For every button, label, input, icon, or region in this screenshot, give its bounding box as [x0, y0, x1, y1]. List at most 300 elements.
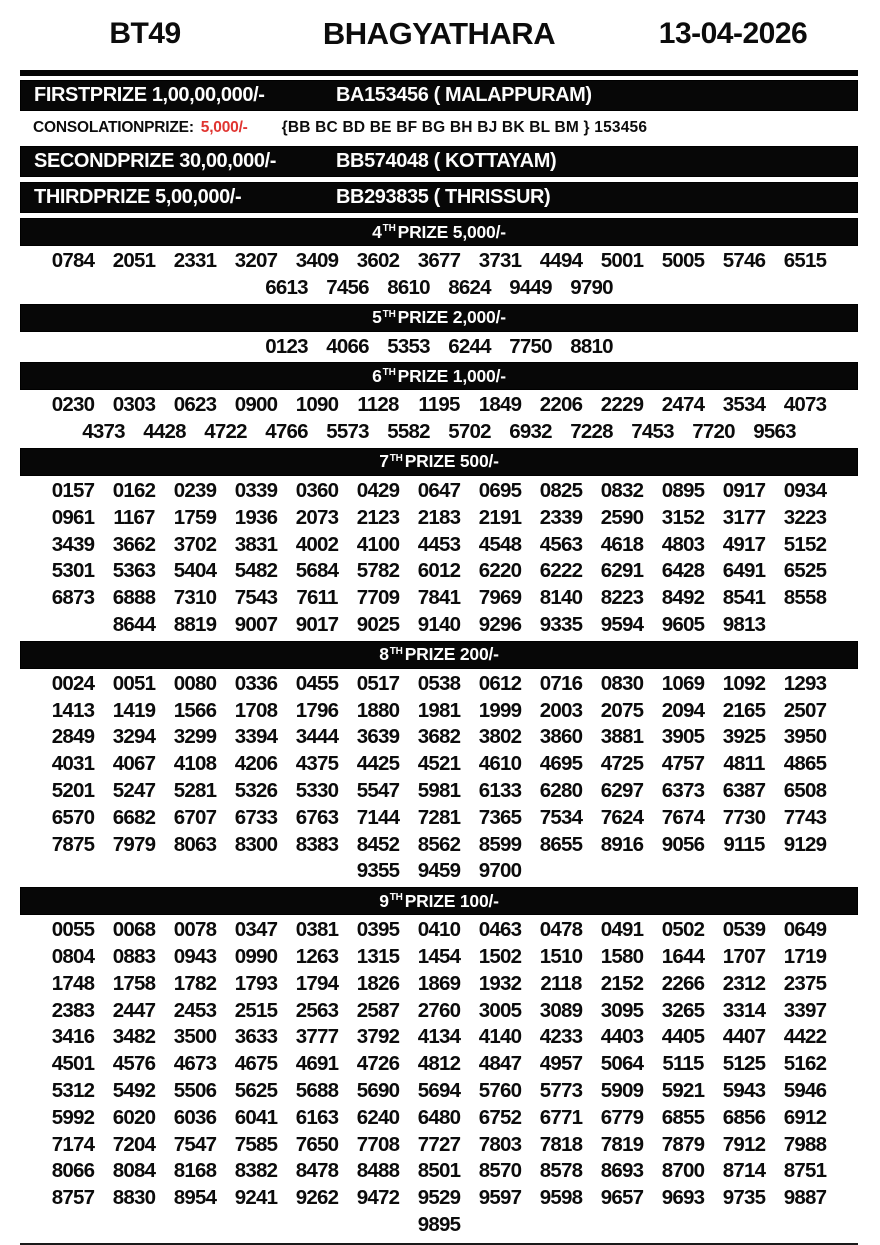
- prize-number: 9296: [478, 612, 522, 636]
- prize-number: 0895: [661, 478, 705, 502]
- prize-number: 6888: [112, 586, 156, 610]
- prize-number: 9735: [722, 1186, 766, 1210]
- prize-number: 2051: [112, 249, 156, 272]
- bottom-rule: [20, 1243, 858, 1245]
- prize-number: 7650: [295, 1132, 339, 1156]
- third-prize-bar: [20, 182, 858, 213]
- prize-number: 9017: [295, 612, 339, 636]
- prize-number: 7979: [112, 832, 156, 856]
- consolation-row: [20, 116, 858, 140]
- prize-number: 8541: [722, 586, 766, 610]
- prize-number: 6387: [722, 778, 766, 802]
- prize-number: 1566: [173, 698, 217, 722]
- prize-number: 4067: [112, 752, 156, 776]
- prize-number: 5625: [234, 1078, 278, 1102]
- prize-number: 2453: [173, 998, 217, 1022]
- prize-number: 1167: [113, 505, 155, 529]
- prize-number: 0395: [356, 918, 400, 942]
- prize-number: 4563: [539, 532, 583, 556]
- prize-number: 8168: [173, 1159, 217, 1183]
- prize-number: 6779: [600, 1105, 644, 1129]
- prize-number: 9657: [600, 1186, 644, 1210]
- prize-number: 3702: [173, 532, 217, 556]
- prize-number: 1263: [295, 944, 339, 968]
- prize-number: 4100: [356, 532, 400, 556]
- consolation-label: CONSOLATIONPRIZE:: [33, 119, 194, 136]
- prize-number: 5773: [539, 1078, 583, 1102]
- prize-number: 4422: [783, 1025, 827, 1049]
- prize-number: 7875: [51, 832, 95, 856]
- prize-number: 4375: [295, 752, 339, 776]
- prize-number: 6508: [783, 778, 827, 802]
- prize-number: 2590: [600, 505, 644, 529]
- prize-number: 0157: [51, 478, 95, 502]
- prize-number: 0695: [478, 478, 522, 502]
- prize-number: 0055: [51, 918, 95, 942]
- prize-section-header: 4 TH PRIZE 5,000/-: [20, 218, 858, 246]
- prize-number: 0804: [51, 944, 95, 968]
- number-row: [20, 275, 858, 302]
- prize-number: 5702: [448, 420, 491, 444]
- prize-number: 3482: [112, 1025, 156, 1049]
- prize-number: 0024: [51, 671, 95, 695]
- prize-number: 3925: [722, 725, 766, 749]
- number-row: [20, 971, 858, 998]
- prize-number: 8452: [356, 832, 400, 856]
- prize-number: 5684: [295, 559, 339, 583]
- prize-number: 6373: [661, 778, 705, 802]
- prize-section-header: 5 TH PRIZE 2,000/-: [20, 304, 858, 332]
- prize-number: 5404: [173, 559, 217, 583]
- prize-number: 7624: [600, 805, 644, 829]
- second-prize-bar: [20, 146, 858, 177]
- number-row: [20, 419, 858, 446]
- prize-number: 6707: [173, 805, 217, 829]
- prize-number: 6297: [600, 778, 644, 802]
- number-row: [20, 944, 858, 971]
- prize-number: 1826: [356, 971, 400, 995]
- prize-number: 0078: [173, 918, 217, 942]
- prize-number: 7174: [51, 1132, 95, 1156]
- prize-number: 7709: [356, 586, 400, 610]
- prize-number: 3682: [417, 725, 461, 749]
- prize-number: 8693: [600, 1159, 644, 1183]
- prize-number: 4766: [265, 420, 308, 444]
- prize-number: 3439: [51, 532, 95, 556]
- prize-number: 6163: [295, 1105, 339, 1129]
- top-divider: [20, 70, 858, 76]
- prize-number: 0491: [600, 918, 644, 942]
- prize-number: 4847: [478, 1052, 522, 1076]
- prize-number: 8140: [539, 586, 583, 610]
- prize-number: 6291: [600, 559, 644, 583]
- prize-number: 4494: [539, 249, 583, 272]
- prize-number: 0239: [173, 478, 217, 502]
- prize-number: 0784: [51, 249, 95, 272]
- prize-number: 6613: [265, 275, 308, 299]
- prize-number: 0051: [112, 671, 156, 695]
- prize-number: 4725: [600, 752, 644, 776]
- prize-number: 5125: [722, 1052, 766, 1076]
- prize-number: 1419: [112, 698, 156, 722]
- prize-number: 1293: [783, 671, 827, 695]
- prize-number: 9335: [539, 612, 583, 636]
- prize-number: 1707: [722, 944, 766, 968]
- prize-number: 7988: [783, 1132, 827, 1156]
- prize-number: 2312: [722, 971, 766, 995]
- prize-number: 8066: [51, 1159, 95, 1183]
- prize-number: 4812: [417, 1052, 461, 1076]
- number-row: [20, 478, 858, 505]
- prize-number: 8644: [112, 612, 156, 636]
- prize-number: 1413: [51, 698, 95, 722]
- prize-number: 3777: [295, 1025, 339, 1049]
- first-prize-label: FIRSTPRIZE 1,00,00,000/-: [34, 84, 265, 106]
- prize-number: 3089: [539, 998, 583, 1022]
- prize-number: 2206: [539, 393, 583, 417]
- prize-number: 8558: [783, 586, 827, 610]
- prize-number: 6036: [173, 1105, 217, 1129]
- prize-number: 2229: [600, 393, 644, 417]
- prize-number: 6752: [478, 1105, 522, 1129]
- prize-number: 2474: [661, 393, 705, 417]
- prize-number: 6570: [51, 805, 95, 829]
- draw-date: 13-04-2026: [658, 17, 808, 50]
- prize-number: 1936: [234, 505, 278, 529]
- prize-number: 8830: [112, 1186, 156, 1210]
- prize-number: 4722: [204, 420, 247, 444]
- prize-number: 1999: [478, 698, 522, 722]
- prize-number: 7453: [631, 420, 674, 444]
- prize-number: 1454: [417, 944, 461, 968]
- prize-number: 6491: [722, 559, 766, 583]
- prize-sections: [20, 218, 858, 1239]
- prize-number: 1932: [478, 971, 522, 995]
- prize-number: 0825: [539, 478, 583, 502]
- prize-number: 9472: [356, 1186, 400, 1210]
- prize-number: 9813: [722, 612, 766, 636]
- prize-number: 5201: [51, 778, 95, 802]
- prize-number: 0883: [112, 944, 156, 968]
- number-row: [20, 248, 858, 275]
- prize-number: 5281: [173, 778, 217, 802]
- prize-number: 1708: [234, 698, 278, 722]
- prize-number: 7674: [661, 805, 705, 829]
- prize-number: 9700: [478, 859, 522, 883]
- prize-number: 0830: [600, 671, 644, 695]
- prize-number: 0429: [356, 478, 400, 502]
- prize-number: 2515: [234, 998, 278, 1022]
- prize-number: 3950: [783, 725, 827, 749]
- prize-number: 5688: [295, 1078, 339, 1102]
- prize-number: 9594: [600, 612, 644, 636]
- third-prize-label: THIRDPRIZE 5,00,000/-: [34, 186, 242, 208]
- prize-number: 7969: [478, 586, 522, 610]
- prize-number: 6041: [234, 1105, 278, 1129]
- first-prize-bar: [20, 80, 858, 111]
- draw-code: BT49: [109, 17, 181, 50]
- prize-number: 5330: [295, 778, 339, 802]
- prize-number: 4548: [478, 532, 522, 556]
- number-row: [20, 724, 858, 751]
- prize-number: 0347: [234, 918, 278, 942]
- prize-number: 0900: [234, 393, 278, 417]
- prize-number: 3731: [478, 249, 522, 272]
- prize-number: 4673: [173, 1052, 217, 1076]
- prize-number: 6682: [112, 805, 156, 829]
- number-row: [20, 1024, 858, 1051]
- number-row: [20, 334, 858, 361]
- prize-number: 8562: [417, 832, 461, 856]
- prize-number: 1793: [234, 971, 278, 995]
- prize-number: 2123: [356, 505, 400, 529]
- prize-number: 4803: [661, 532, 705, 556]
- prize-number: 1880: [356, 698, 400, 722]
- prize-number: 3802: [478, 725, 522, 749]
- prize-number: 3265: [661, 998, 705, 1022]
- prize-number: 9025: [356, 612, 400, 636]
- prize-number: 4140: [478, 1025, 522, 1049]
- number-row: [20, 1212, 858, 1239]
- prize-number: 4002: [295, 532, 339, 556]
- prize-number: 6763: [295, 805, 339, 829]
- number-row: [20, 532, 858, 559]
- prize-number: 5746: [722, 249, 766, 272]
- number-row: [20, 778, 858, 805]
- prize-number: 9459: [417, 859, 461, 883]
- prize-number: 3223: [783, 505, 827, 529]
- prize-number: 1796: [295, 698, 339, 722]
- prize-number: 9262: [295, 1186, 339, 1210]
- prize-number: 6428: [661, 559, 705, 583]
- prize-number: 7281: [417, 805, 461, 829]
- number-row: [20, 1185, 858, 1212]
- prize-number: 4073: [783, 393, 827, 417]
- prize-number: 0517: [356, 671, 400, 695]
- prize-number: 3500: [173, 1025, 217, 1049]
- prize-number: 7585: [234, 1132, 278, 1156]
- prize-number: 3152: [661, 505, 705, 529]
- number-row: [20, 698, 858, 725]
- prize-number: 0360: [295, 478, 339, 502]
- prize-number: 5482: [234, 559, 278, 583]
- prize-number: 0990: [234, 944, 278, 968]
- prize-number: 1719: [783, 944, 827, 968]
- prize-number: 2152: [600, 971, 644, 995]
- prize-number: 5943: [722, 1078, 766, 1102]
- prize-number: 2331: [173, 249, 217, 272]
- prize-number: 2760: [417, 998, 461, 1022]
- prize-number: 0612: [478, 671, 522, 695]
- prize-number: 3860: [539, 725, 583, 749]
- number-row: [20, 1078, 858, 1105]
- prize-number: 5326: [234, 778, 278, 802]
- number-row: [20, 505, 858, 532]
- prize-number: 6480: [417, 1105, 461, 1129]
- prize-number: 9563: [753, 420, 796, 444]
- prize-number: 0303: [112, 393, 156, 417]
- prize-number: 8488: [356, 1159, 400, 1183]
- prize-number: 4501: [51, 1052, 95, 1076]
- number-row: [20, 612, 858, 639]
- prize-number: 5782: [356, 559, 400, 583]
- prize-number: 4865: [783, 752, 827, 776]
- prize-number: 0934: [783, 478, 827, 502]
- number-row: [20, 558, 858, 585]
- prize-number: 3444: [295, 725, 339, 749]
- prize-number: 1644: [661, 944, 705, 968]
- prize-number: 5946: [783, 1078, 827, 1102]
- prize-number: 9693: [661, 1186, 705, 1210]
- prize-number: 8714: [722, 1159, 766, 1183]
- prize-number: 9007: [234, 612, 278, 636]
- prize-number: 8084: [112, 1159, 156, 1183]
- prize-number: 0381: [295, 918, 339, 942]
- prize-number: 1069: [661, 671, 705, 695]
- prize-number: 7144: [356, 805, 400, 829]
- prize-number: 3792: [356, 1025, 400, 1049]
- prize-number: 4428: [143, 420, 186, 444]
- prize-number: 2165: [722, 698, 766, 722]
- prize-number: 4917: [722, 532, 766, 556]
- prize-number: 0647: [417, 478, 461, 502]
- prize-number: 6525: [783, 559, 827, 583]
- prize-number: 8501: [417, 1159, 461, 1183]
- prize-number: 1869: [417, 971, 461, 995]
- prize-number: 2507: [783, 698, 827, 722]
- prize-number: 2191: [478, 505, 522, 529]
- prize-number: 9887: [783, 1186, 827, 1210]
- prize-number: 1758: [112, 971, 156, 995]
- prize-number: 3662: [112, 532, 156, 556]
- number-row: [20, 751, 858, 778]
- prize-number: 4618: [600, 532, 644, 556]
- prize-number: 6240: [356, 1105, 400, 1129]
- lottery-name: BHAGYATHARA: [322, 16, 556, 51]
- number-row: [20, 858, 858, 885]
- prize-number: 0716: [539, 671, 583, 695]
- title-bar: [20, 0, 858, 64]
- prize-number: 5247: [112, 778, 156, 802]
- prize-number: 7720: [692, 420, 735, 444]
- prize-number: 8700: [661, 1159, 705, 1183]
- prize-number: 6912: [783, 1105, 827, 1129]
- prize-number: 7365: [478, 805, 522, 829]
- prize-number: 1759: [173, 505, 217, 529]
- prize-number: 7310: [173, 586, 217, 610]
- prize-number: 4576: [112, 1052, 156, 1076]
- prize-number: 6932: [509, 420, 552, 444]
- prize-number: 6733: [234, 805, 278, 829]
- prize-number: 4407: [722, 1025, 766, 1049]
- prize-number: 4695: [539, 752, 583, 776]
- prize-number: 7818: [539, 1132, 583, 1156]
- number-row: [20, 1105, 858, 1132]
- prize-number: 5547: [356, 778, 400, 802]
- prize-number: 5301: [51, 559, 95, 583]
- prize-number: 2447: [112, 998, 156, 1022]
- prize-number: 1794: [295, 971, 339, 995]
- prize-number: 3005: [478, 998, 522, 1022]
- prize-number: 5005: [661, 249, 705, 272]
- prize-number: 0832: [600, 478, 644, 502]
- prize-number: 3095: [600, 998, 644, 1022]
- prize-number: 6873: [51, 586, 95, 610]
- prize-number: 8954: [173, 1186, 217, 1210]
- prize-number: 8570: [478, 1159, 522, 1183]
- prize-number: 3534: [722, 393, 766, 417]
- prize-number: 1092: [722, 671, 766, 695]
- prize-number: 7841: [417, 586, 461, 610]
- prize-number: 8382: [234, 1159, 278, 1183]
- prize-number: 6133: [478, 778, 522, 802]
- prize-number: 0917: [722, 478, 766, 502]
- prize-number: 2003: [539, 698, 583, 722]
- prize-number: 5690: [356, 1078, 400, 1102]
- prize-number: 7228: [570, 420, 613, 444]
- prize-number: 0538: [417, 671, 461, 695]
- prize-number: 9529: [417, 1186, 461, 1210]
- prize-number: 0463: [478, 918, 522, 942]
- prize-number: 4134: [417, 1025, 461, 1049]
- prize-number: 5760: [478, 1078, 522, 1102]
- prize-number: 8300: [234, 832, 278, 856]
- prize-number: 3294: [112, 725, 156, 749]
- prize-number: 8757: [51, 1186, 95, 1210]
- prize-number: 4405: [661, 1025, 705, 1049]
- prize-section-header: 7 TH PRIZE 500/-: [20, 448, 858, 476]
- prize-number: 9895: [417, 1212, 461, 1236]
- prize-number: 8624: [448, 275, 491, 299]
- prize-number: 8819: [173, 612, 217, 636]
- prize-number: 4610: [478, 752, 522, 776]
- prize-number: 1782: [173, 971, 217, 995]
- prize-number: 7879: [661, 1132, 705, 1156]
- prize-number: 2075: [600, 698, 644, 722]
- prize-number: 6222: [539, 559, 583, 583]
- prize-number: 6244: [448, 334, 491, 358]
- prize-number: 1849: [478, 393, 522, 417]
- prize-number: 5363: [112, 559, 156, 583]
- prize-number: 5353: [387, 334, 430, 358]
- prize-number: 5162: [783, 1052, 827, 1076]
- prize-number: 9597: [478, 1186, 522, 1210]
- prize-number: 0410: [417, 918, 461, 942]
- number-row: [20, 917, 858, 944]
- prize-number: 4521: [417, 752, 461, 776]
- third-prize-winner: BB293835 ( THRISSUR): [336, 186, 551, 208]
- prize-number: 3881: [600, 725, 644, 749]
- prize-number: 0068: [112, 918, 156, 942]
- prize-number: 8599: [478, 832, 522, 856]
- prize-section-header: 9 TH PRIZE 100/-: [20, 887, 858, 915]
- prize-number: 4453: [417, 532, 461, 556]
- number-row: [20, 998, 858, 1025]
- prize-number: 9598: [539, 1186, 583, 1210]
- prize-number: 9115: [723, 832, 765, 856]
- prize-number: 3409: [295, 249, 339, 272]
- prize-number: 2849: [51, 725, 95, 749]
- prize-number: 3633: [234, 1025, 278, 1049]
- prize-number: 3177: [722, 505, 766, 529]
- prize-number: 0502: [661, 918, 705, 942]
- prize-number: 4957: [539, 1052, 583, 1076]
- prize-number: 7534: [539, 805, 583, 829]
- prize-section-header: 8 TH PRIZE 200/-: [20, 641, 858, 669]
- prize-number: 6855: [661, 1105, 705, 1129]
- prize-number: 1981: [417, 698, 461, 722]
- prize-number: 0478: [539, 918, 583, 942]
